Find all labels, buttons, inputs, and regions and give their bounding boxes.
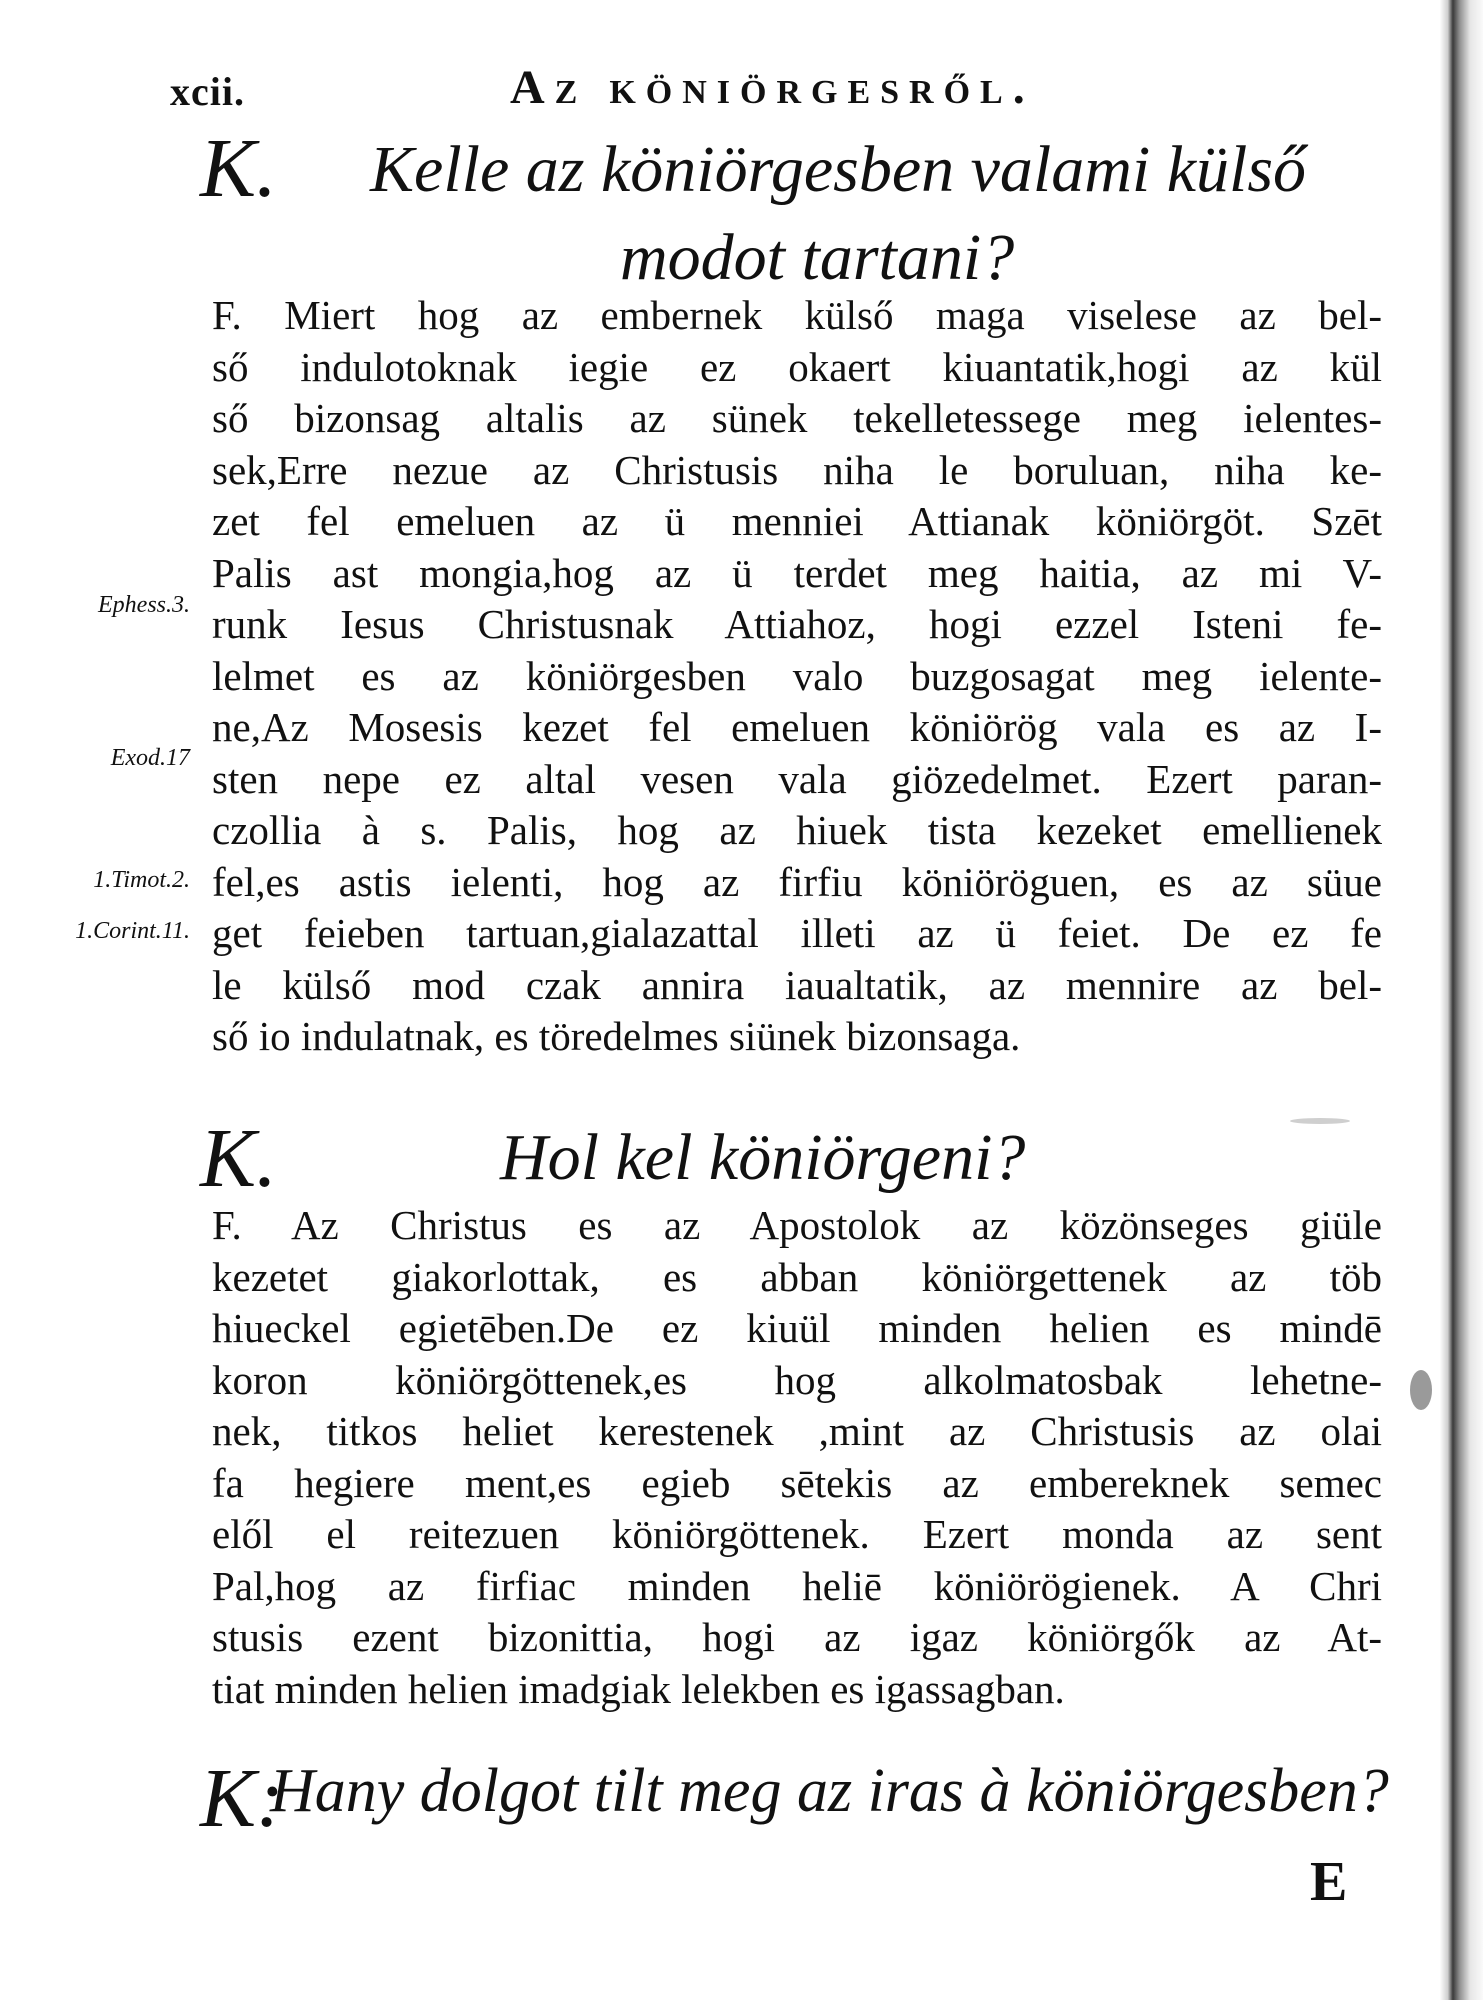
margin-note-corinthians: 1.Corint.11.	[75, 918, 190, 944]
answer-1-line: czollia à s. Palis, hog az hiuek tista kezeket emellienek	[212, 807, 1382, 853]
answer-1-line: ső bizonsag altalis az sünek tekelletessege meg ielentes-	[212, 395, 1382, 441]
page-blemish	[1410, 1370, 1432, 1410]
answer-2-line: fa hegiere ment,es egieb sētekis az embereknek semec	[212, 1459, 1382, 1506]
answer-1	[212, 290, 1382, 1063]
answer-2-line: nek, titkos heliet kerestenek ,mint az Christusis az olai	[212, 1408, 1382, 1454]
answer-2-line: F. Az Christus es az Apostolok az közönseges giüle	[212, 1202, 1382, 1248]
answer-2-line: koron köniörgöttenek,es hog alkolmatosbak lehetne-	[212, 1356, 1382, 1403]
ink-smudge	[1290, 1118, 1350, 1124]
answer-2-line: tiat minden helien imadgiak lelekben es igassagban.	[212, 1665, 1065, 1712]
margin-note-ephesians: Ephess.3.	[98, 592, 190, 618]
answer-1-line: le külső mod czak annira iaualtatik, az mennire az bel-	[212, 961, 1382, 1008]
question-mark-label: K:	[200, 1752, 284, 1845]
question-3-line-1: Hany dolgot tilt meg az iras à köniörgesben?	[270, 1757, 1389, 1825]
answer-2	[212, 1200, 1382, 1715]
answer-1-line: Palis ast mongia,hog az ü terdet meg haitia, az mi V-	[212, 549, 1382, 596]
answer-1-line: fel,es astis ielenti, hog az firfiu köniöröguen, es az süue	[212, 858, 1382, 905]
answer-2-line: kezetet giakorlottak, es abban köniörgettenek az töb	[212, 1253, 1382, 1300]
folio-number: xcii.	[170, 69, 245, 114]
margin-note-timothy: 1.Timot.2.	[93, 867, 190, 893]
answer-1-line: lelmet es az köniörgesben valo buzgosagat meg ielente-	[212, 652, 1382, 699]
answer-1-line: F. Miert hog az embernek külső maga viselese az bel-	[212, 292, 1382, 338]
answer-1-line: sten nepe ez altal vesen vala giözedelmet. Ezert paran-	[212, 755, 1382, 802]
question-mark-label: K.	[200, 122, 278, 215]
page-edge	[1440, 0, 1483, 2000]
question-mark-label: K.	[200, 1112, 278, 1205]
answer-2-line: elől el reitezuen köniörgöttenek. Ezert monda az sent	[212, 1511, 1382, 1557]
catchword: E	[1310, 1851, 1348, 1913]
margin-note-exodus: Exod.17	[110, 745, 190, 771]
answer-2-line: stusis ezent bizonittia, hogi az igaz köniörgők az At-	[212, 1614, 1382, 1660]
answer-1-line: zet fel emeluen az ü menniei Attianak köniörgöt. Szēt	[212, 498, 1382, 544]
answer-1-line: runk Iesus Christusnak Attiahoz, hogi ezzel Isteni fe-	[212, 601, 1382, 647]
question-1-line-1: Kelle az köniörgesben valami külső	[370, 133, 1307, 206]
page-header	[170, 60, 1370, 120]
question-2-line-1: Hol kel köniörgeni?	[500, 1121, 1026, 1194]
answer-1-line: ső io indulatnak, es töredelmes siünek bizonsaga.	[212, 1013, 1021, 1059]
question-2	[200, 1110, 1380, 1205]
running-title: Az köniörgesről.	[510, 61, 1035, 114]
question-3	[200, 1750, 1389, 1845]
answer-1-line: ső indulotoknak iegie ez okaert kiuantatik,hogi az kül	[212, 343, 1382, 390]
answer-2-line: hiueckel egietēben.De ez kiuül minden helien es mindē	[212, 1305, 1382, 1351]
answer-2-line: Pal,hog az firfiac minden heliē köniörögienek. A Chri	[212, 1562, 1382, 1609]
answer-1-line: get feieben tartuan,gialazattal illeti az ü feiet. De ez fe	[212, 910, 1382, 956]
question-1-line-2: modot tartani?	[620, 221, 1015, 294]
answer-1-line: sek,Erre nezue az Christusis niha le boruluan, niha ke-	[212, 446, 1382, 493]
answer-1-line: ne,Az Mosesis kezet fel emeluen köniörög vala es az I-	[212, 704, 1382, 750]
